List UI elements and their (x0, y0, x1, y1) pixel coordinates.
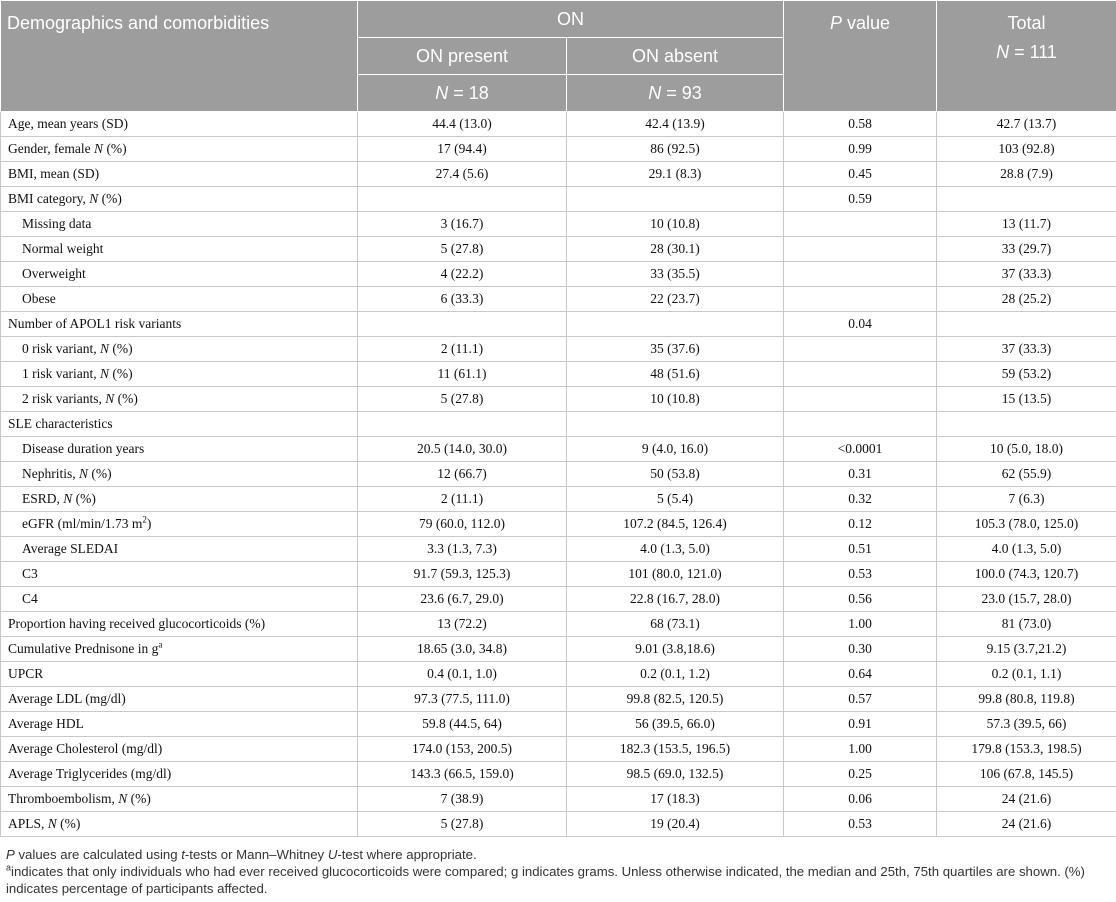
row-label: 1 risk variant, N (%) (1, 362, 358, 387)
cell-present: 143.3 (66.5, 159.0) (358, 762, 567, 787)
cell-total: 106 (67.8, 145.5) (937, 762, 1116, 787)
cell-present: 7 (38.9) (358, 787, 567, 812)
cell-absent: 42.4 (13.9) (567, 112, 784, 137)
row-label: Cumulative Prednisone in $g^a$ (1, 637, 358, 662)
row-label: APLS, N (%) (1, 812, 358, 837)
row-label: 0 risk variant, N (%) (1, 337, 358, 362)
cell-absent: 0.2 (0.1, 1.2) (567, 662, 784, 687)
cell-present: 11 (61.1) (358, 362, 567, 387)
header-p-value: P value (784, 1, 937, 112)
cell-p: 0.64 (784, 662, 937, 687)
cell-total: 62 (55.9) (937, 462, 1116, 487)
cell-absent: 107.2 (84.5, 126.4) (567, 512, 784, 537)
row-label: Overweight (1, 262, 358, 287)
cell-absent: 98.5 (69.0, 132.5) (567, 762, 784, 787)
header-absent-n: N = 93 (567, 75, 784, 112)
row-label: BMI, mean (SD) (1, 162, 358, 187)
table-row (1, 412, 1116, 437)
cell-absent (567, 412, 784, 437)
cell-total: 24 (21.6) (937, 787, 1116, 812)
table-row (1, 812, 1116, 837)
table-row (1, 462, 1116, 487)
cell-absent: 9.01 (3.8,18.6) (567, 637, 784, 662)
cell-total: 100.0 (74.3, 120.7) (937, 562, 1116, 587)
cell-absent: 10 (10.8) (567, 387, 784, 412)
cell-total: 10 (5.0, 18.0) (937, 437, 1116, 462)
cell-present: 6 (33.3) (358, 287, 567, 312)
cell-total: 28 (25.2) (937, 287, 1116, 312)
cell-absent: 68 (73.1) (567, 612, 784, 637)
cell-total: 28.8 (7.9) (937, 162, 1116, 187)
cell-absent: 28 (30.1) (567, 237, 784, 262)
cell-p (784, 337, 937, 362)
cell-absent: 35 (37.6) (567, 337, 784, 362)
cell-p (784, 287, 937, 312)
cell-total: 42.7 (13.7) (937, 112, 1116, 137)
table-row (1, 237, 1116, 262)
row-label: Number of APOL1 risk variants (1, 312, 358, 337)
header-on-present: ON present (358, 38, 567, 75)
table-row (1, 537, 1116, 562)
cell-total: 105.3 (78.0, 125.0) (937, 512, 1116, 537)
row-label: Nephritis, N (%) (1, 462, 358, 487)
cell-present: 174.0 (153, 200.5) (358, 737, 567, 762)
cell-absent: 56 (39.5, 66.0) (567, 712, 784, 737)
cell-present: 17 (94.4) (358, 137, 567, 162)
cell-p: 0.25 (784, 762, 937, 787)
table-footnotes (6, 846, 1116, 897)
cell-absent (567, 312, 784, 337)
cell-p: 0.31 (784, 462, 937, 487)
cell-absent: 50 (53.8) (567, 462, 784, 487)
cell-p: 0.53 (784, 562, 937, 587)
table-row (1, 287, 1116, 312)
cell-p: 0.91 (784, 712, 937, 737)
row-label: Proportion having received glucocorticoids (%) (1, 612, 358, 637)
cell-present: 5 (27.8) (358, 387, 567, 412)
footnote-a: $^a$indicates that only individuals who had ever received glucocorticoids were compared; g indicates grams. Unless otherwise indicated, the median and 25th, 75th quartiles are shown. (%) indicates percentage of participants affected. (6, 862, 1085, 896)
row-label: Thromboembolism, N (%) (1, 787, 358, 812)
cell-total: 0.2 (0.1, 1.1) (937, 662, 1116, 687)
cell-p: 0.51 (784, 537, 937, 562)
row-label: eGFR (ml/min/1.73 $m^2$) (1, 512, 358, 537)
cell-p: 0.12 (784, 512, 937, 537)
cell-p: 0.99 (784, 137, 937, 162)
cell-total: 37 (33.3) (937, 262, 1116, 287)
cell-p: 0.30 (784, 637, 937, 662)
row-label: Age, mean years (SD) (1, 112, 358, 137)
row-label: UPCR (1, 662, 358, 687)
cell-absent: 4.0 (1.3, 5.0) (567, 537, 784, 562)
cell-p: <0.0001 (784, 437, 937, 462)
row-label: 2 risk variants, N (%) (1, 387, 358, 412)
cell-total (937, 412, 1116, 437)
cell-p: 0.06 (784, 787, 937, 812)
cell-p: 1.00 (784, 612, 937, 637)
cell-total: 179.8 (153.3, 198.5) (937, 737, 1116, 762)
table-row (1, 612, 1116, 637)
table-row (1, 387, 1116, 412)
table-row (1, 762, 1116, 787)
table-row (1, 262, 1116, 287)
cell-total: 33 (29.7) (937, 237, 1116, 262)
row-label: SLE characteristics (1, 412, 358, 437)
table-row (1, 562, 1116, 587)
cell-total: 7 (6.3) (937, 487, 1116, 512)
cell-present: 79 (60.0, 112.0) (358, 512, 567, 537)
table-row (1, 687, 1116, 712)
row-label: Missing data (1, 212, 358, 237)
cell-absent: 99.8 (82.5, 120.5) (567, 687, 784, 712)
cell-total: 4.0 (1.3, 5.0) (937, 537, 1116, 562)
header-demographics: Demographics and comorbidities (1, 1, 358, 112)
table-row (1, 637, 1116, 662)
cell-total: 57.3 (39.5, 66) (937, 712, 1116, 737)
table-row (1, 162, 1116, 187)
cell-p: 0.58 (784, 112, 937, 137)
row-label: BMI category, N (%) (1, 187, 358, 212)
cell-total: 24 (21.6) (937, 812, 1116, 837)
header-total: Total (937, 1, 1116, 38)
cell-present: 2 (11.1) (358, 337, 567, 362)
table-row (1, 437, 1116, 462)
cell-p: 0.53 (784, 812, 937, 837)
row-label: Average Cholesterol (mg/dl) (1, 737, 358, 762)
cell-absent (567, 187, 784, 212)
header-present-n: N = 18 (358, 75, 567, 112)
table-row (1, 587, 1116, 612)
cell-p (784, 262, 937, 287)
cell-absent: 19 (20.4) (567, 812, 784, 837)
cell-absent: 86 (92.5) (567, 137, 784, 162)
cell-absent: 22 (23.7) (567, 287, 784, 312)
table-row (1, 737, 1116, 762)
cell-present: 5 (27.8) (358, 237, 567, 262)
cell-absent: 48 (51.6) (567, 362, 784, 387)
cell-absent: 182.3 (153.5, 196.5) (567, 737, 784, 762)
row-label: Average SLEDAI (1, 537, 358, 562)
table-row (1, 337, 1116, 362)
table-row (1, 137, 1116, 162)
cell-absent: 22.8 (16.7, 28.0) (567, 587, 784, 612)
row-label: Obese (1, 287, 358, 312)
table-row (1, 312, 1116, 337)
cell-total: 103 (92.8) (937, 137, 1116, 162)
cell-p (784, 412, 937, 437)
cell-p (784, 237, 937, 262)
cell-present: 13 (72.2) (358, 612, 567, 637)
table-body (1, 112, 1116, 837)
cell-present: 23.6 (6.7, 29.0) (358, 587, 567, 612)
table-row (1, 787, 1116, 812)
cell-total: 15 (13.5) (937, 387, 1116, 412)
cell-absent: 29.1 (8.3) (567, 162, 784, 187)
cell-present: 2 (11.1) (358, 487, 567, 512)
cell-p: 0.57 (784, 687, 937, 712)
cell-total: 9.15 (3.7,21.2) (937, 637, 1116, 662)
row-label: Average LDL (mg/dl) (1, 687, 358, 712)
table-row (1, 212, 1116, 237)
cell-p: 0.04 (784, 312, 937, 337)
cell-present (358, 312, 567, 337)
cell-present: 97.3 (77.5, 111.0) (358, 687, 567, 712)
cell-p: 0.59 (784, 187, 937, 212)
header-total-n: N = 111 (937, 38, 1116, 112)
cell-absent: 101 (80.0, 121.0) (567, 562, 784, 587)
cell-present: 27.4 (5.6) (358, 162, 567, 187)
cell-p (784, 212, 937, 237)
row-label: C3 (1, 562, 358, 587)
row-label: Disease duration years (1, 437, 358, 462)
table-row (1, 662, 1116, 687)
cell-p (784, 362, 937, 387)
cell-total: 99.8 (80.8, 119.8) (937, 687, 1116, 712)
cell-total: 37 (33.3) (937, 337, 1116, 362)
table-row (1, 712, 1116, 737)
cell-total: 23.0 (15.7, 28.0) (937, 587, 1116, 612)
cell-present (358, 412, 567, 437)
cell-total: 13 (11.7) (937, 212, 1116, 237)
cell-present: 5 (27.8) (358, 812, 567, 837)
cell-present: 4 (22.2) (358, 262, 567, 287)
header-on-group: ON (358, 1, 784, 38)
row-label: Average HDL (1, 712, 358, 737)
cell-absent: 17 (18.3) (567, 787, 784, 812)
cell-absent: 33 (35.5) (567, 262, 784, 287)
cell-present: 18.65 (3.0, 34.8) (358, 637, 567, 662)
cell-total: 59 (53.2) (937, 362, 1116, 387)
row-label: ESRD, N (%) (1, 487, 358, 512)
cell-present: 12 (66.7) (358, 462, 567, 487)
cell-absent: 10 (10.8) (567, 212, 784, 237)
row-label: Normal weight (1, 237, 358, 262)
cell-p: 0.32 (784, 487, 937, 512)
row-label: Gender, female N (%) (1, 137, 358, 162)
cell-p: 1.00 (784, 737, 937, 762)
header-on-absent: ON absent (567, 38, 784, 75)
cell-present: 3.3 (1.3, 7.3) (358, 537, 567, 562)
cell-total: 81 (73.0) (937, 612, 1116, 637)
cell-present: 0.4 (0.1, 1.0) (358, 662, 567, 687)
cell-present: 44.4 (13.0) (358, 112, 567, 137)
cell-total (937, 187, 1116, 212)
table-row (1, 112, 1116, 137)
table-row (1, 362, 1116, 387)
cell-present: 91.7 (59.3, 125.3) (358, 562, 567, 587)
cell-p (784, 387, 937, 412)
table-row (1, 187, 1116, 212)
cell-present: 59.8 (44.5, 64) (358, 712, 567, 737)
table-row (1, 487, 1116, 512)
row-label: C4 (1, 587, 358, 612)
cell-present: 3 (16.7) (358, 212, 567, 237)
footnote-p-values: P values are calculated using t-tests or Mann–Whitney U-test where appropriate. (6, 847, 477, 862)
row-label: Average Triglycerides (mg/dl) (1, 762, 358, 787)
cell-p: 0.45 (784, 162, 937, 187)
cell-present: 20.5 (14.0, 30.0) (358, 437, 567, 462)
table-row (1, 512, 1116, 537)
cell-total (937, 312, 1116, 337)
cell-p: 0.56 (784, 587, 937, 612)
cell-present (358, 187, 567, 212)
cell-absent: 9 (4.0, 16.0) (567, 437, 784, 462)
cell-absent: 5 (5.4) (567, 487, 784, 512)
table-header (1, 1, 1116, 112)
